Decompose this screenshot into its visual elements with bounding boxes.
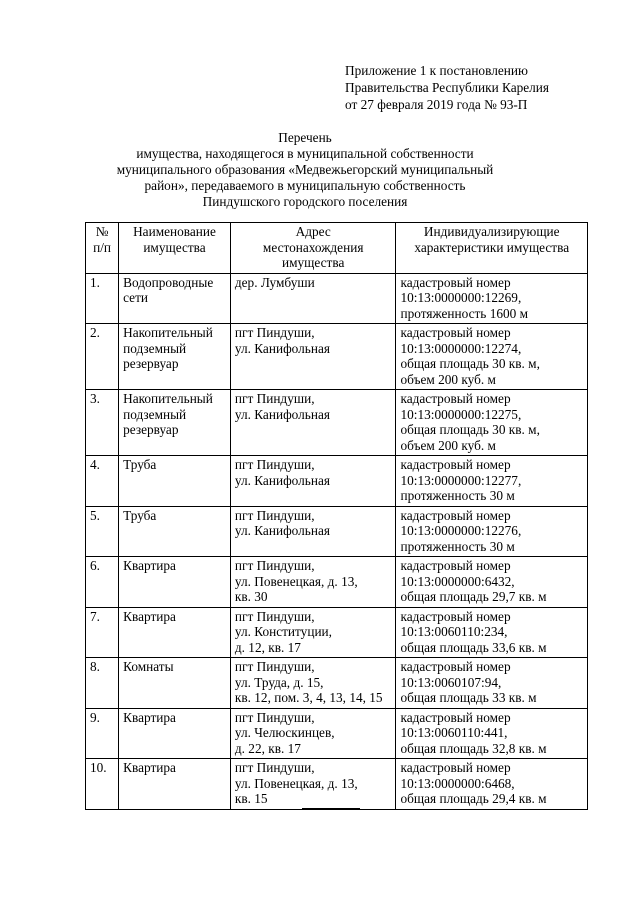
cell-line: кв. 15 [234, 791, 268, 806]
cell-line: кадастровый номер [400, 558, 511, 573]
cell-line: пгт Пиндуши, [234, 760, 315, 775]
appendix-note [345, 62, 615, 113]
cell-line: Накопительный [123, 391, 213, 406]
cell-characteristics [396, 273, 588, 324]
cell-line: д. 22, кв. 17 [234, 740, 301, 756]
end-rule [302, 808, 360, 809]
table-row [86, 557, 588, 608]
document-heading [95, 130, 515, 210]
cell-line: Труба [123, 457, 157, 472]
cell-line: Квартира [123, 760, 176, 775]
cell-line: 10:13:0000000:6432, [400, 573, 515, 589]
cell-line: Квартира [123, 608, 176, 624]
cell-line: кв. 12, пом. 3, 4, 13, 14, 15 [234, 690, 383, 705]
cell-line: общая площадь 33 кв. м [400, 690, 537, 705]
cell-line: 10:13:0000000:12277, [400, 472, 522, 488]
cell-line: Труба [123, 507, 157, 523]
cell-address [230, 273, 396, 324]
header-name: Наименование имущества [119, 223, 231, 274]
cell-address [230, 390, 396, 456]
cell-line: 10:13:0000000:12269, [400, 290, 522, 305]
header-characteristics: Индивидуализирующие характеристики имущества [396, 223, 588, 274]
cell-characteristics [396, 759, 588, 810]
cell-line: кадастровый номер [400, 391, 511, 406]
cell-line: Комнаты [123, 659, 174, 674]
cell-line: протяженность 30 м [400, 538, 515, 554]
cell-line: подземный [123, 340, 187, 356]
table-row [86, 390, 588, 456]
heading-line: Пиндушского городского поселения [202, 194, 408, 209]
cell-line: объем 200 куб. м [400, 371, 496, 387]
table-row [86, 708, 588, 759]
cell-line: Водопроводные [123, 274, 214, 290]
cell-line: пгт Пиндуши, [234, 659, 315, 674]
table-row [86, 506, 588, 557]
cell-line: ул. Труда, д. 15, [234, 674, 324, 690]
cell-line: кадастровый номер [400, 325, 511, 340]
cell-characteristics [396, 607, 588, 658]
cell-line: пгт Пиндуши, [234, 507, 315, 523]
cell-name [119, 658, 231, 709]
cell-line: пгт Пиндуши, [234, 608, 315, 624]
cell-number: 8. [86, 658, 119, 709]
cell-line: 10:13:0060110:441, [400, 725, 508, 740]
heading-line: район», передаваемого в муниципальную собственность [144, 178, 466, 193]
cell-number: 1. [86, 273, 119, 324]
cell-line: ул. Повенецкая, д. 13, [234, 573, 358, 589]
cell-line: кадастровый номер [400, 659, 511, 674]
cell-line: общая площадь 29,4 кв. м [400, 791, 547, 806]
cell-line: ул. Челюскинцев, [234, 725, 335, 740]
cell-name [119, 456, 231, 507]
cell-line: пгт Пиндуши, [234, 457, 315, 472]
cell-address [230, 708, 396, 759]
cell-line: общая площадь 29,7 кв. м [400, 589, 547, 604]
cell-line: резервуар [123, 356, 179, 371]
cell-number: 2. [86, 324, 119, 390]
cell-line: пгт Пиндуши, [234, 391, 315, 406]
heading-line: имущества, находящегося в муниципальной собственности [136, 146, 474, 161]
cell-line: ул. Повенецкая, д. 13, [234, 775, 358, 791]
cell-address [230, 324, 396, 390]
appendix-line: от 27 февраля 2019 года № 93-П [345, 97, 528, 112]
cell-name [119, 390, 231, 456]
cell-line: 10:13:0000000:12276, [400, 523, 522, 538]
header-address: Адрес местонахождения имущества [230, 223, 396, 274]
cell-name [119, 557, 231, 608]
property-table [85, 222, 588, 810]
cell-address [230, 557, 396, 608]
cell-name [119, 324, 231, 390]
cell-line: д. 12, кв. 17 [234, 639, 301, 655]
cell-line: ул. Канифольная [234, 340, 330, 356]
cell-line: 10:13:0060110:234, [400, 624, 508, 639]
cell-characteristics [396, 658, 588, 709]
cell-line: 10:13:0000000:12275, [400, 406, 522, 422]
cell-characteristics [396, 324, 588, 390]
table-row [86, 658, 588, 709]
cell-characteristics [396, 557, 588, 608]
cell-line: подземный [123, 406, 187, 422]
cell-line: ул. Канифольная [234, 523, 330, 538]
cell-characteristics [396, 456, 588, 507]
cell-line: кадастровый номер [400, 507, 511, 523]
header-number: № п/п [86, 223, 119, 274]
cell-address [230, 658, 396, 709]
cell-line: сети [123, 290, 149, 305]
cell-number: 9. [86, 708, 119, 759]
cell-line: пгт Пиндуши, [234, 709, 315, 725]
cell-name [119, 607, 231, 658]
cell-line: резервуар [123, 422, 179, 437]
cell-characteristics [396, 708, 588, 759]
cell-line: кадастровый номер [400, 274, 511, 290]
cell-name [119, 759, 231, 810]
cell-number: 6. [86, 557, 119, 608]
table-row [86, 759, 588, 810]
cell-characteristics [396, 390, 588, 456]
cell-line: 10:13:0060107:94, [400, 674, 502, 690]
table-header-row [86, 223, 588, 274]
table-row [86, 273, 588, 324]
cell-name [119, 273, 231, 324]
heading-title: Перечень [278, 130, 332, 145]
cell-name [119, 708, 231, 759]
cell-line: 10:13:0000000:6468, [400, 775, 515, 791]
cell-address [230, 607, 396, 658]
table-row [86, 607, 588, 658]
cell-line: общая площадь 30 кв. м, [400, 356, 540, 371]
cell-line: кв. 30 [234, 589, 268, 604]
table-body [86, 273, 588, 809]
cell-line: общая площадь 30 кв. м, [400, 422, 540, 437]
cell-line: ул. Канифольная [234, 406, 330, 422]
cell-number: 5. [86, 506, 119, 557]
cell-characteristics [396, 506, 588, 557]
cell-number: 3. [86, 390, 119, 456]
cell-line: пгт Пиндуши, [234, 325, 315, 340]
cell-line: пгт Пиндуши, [234, 558, 315, 573]
cell-line: кадастровый номер [400, 709, 511, 725]
cell-line: протяженность 30 м [400, 488, 515, 503]
table-row [86, 456, 588, 507]
cell-line: кадастровый номер [400, 457, 511, 472]
cell-line: кадастровый номер [400, 760, 511, 775]
cell-line: Накопительный [123, 325, 213, 340]
appendix-line: Правительства Республики Карелия [345, 80, 550, 95]
cell-number: 10. [86, 759, 119, 810]
cell-address [230, 759, 396, 810]
cell-line: общая площадь 33,6 кв. м [400, 639, 547, 655]
cell-line: общая площадь 32,8 кв. м [400, 740, 547, 756]
cell-line: Квартира [123, 558, 176, 573]
cell-number: 4. [86, 456, 119, 507]
table-row [86, 324, 588, 390]
cell-line: 10:13:0000000:12274, [400, 340, 522, 356]
cell-line: ул. Конституции, [234, 624, 332, 639]
cell-line: дер. Лумбуши [234, 274, 315, 290]
appendix-line: Приложение 1 к постановлению [345, 63, 528, 78]
cell-name [119, 506, 231, 557]
cell-line: кадастровый номер [400, 608, 511, 624]
cell-line: Квартира [123, 709, 176, 725]
heading-line: муниципального образования «Медвежьегорский муниципальный [116, 162, 494, 177]
cell-address [230, 456, 396, 507]
cell-line: протяженность 1600 м [400, 305, 529, 321]
cell-address [230, 506, 396, 557]
cell-number: 7. [86, 607, 119, 658]
cell-line: ул. Канифольная [234, 472, 330, 488]
cell-line: объем 200 куб. м [400, 437, 496, 453]
